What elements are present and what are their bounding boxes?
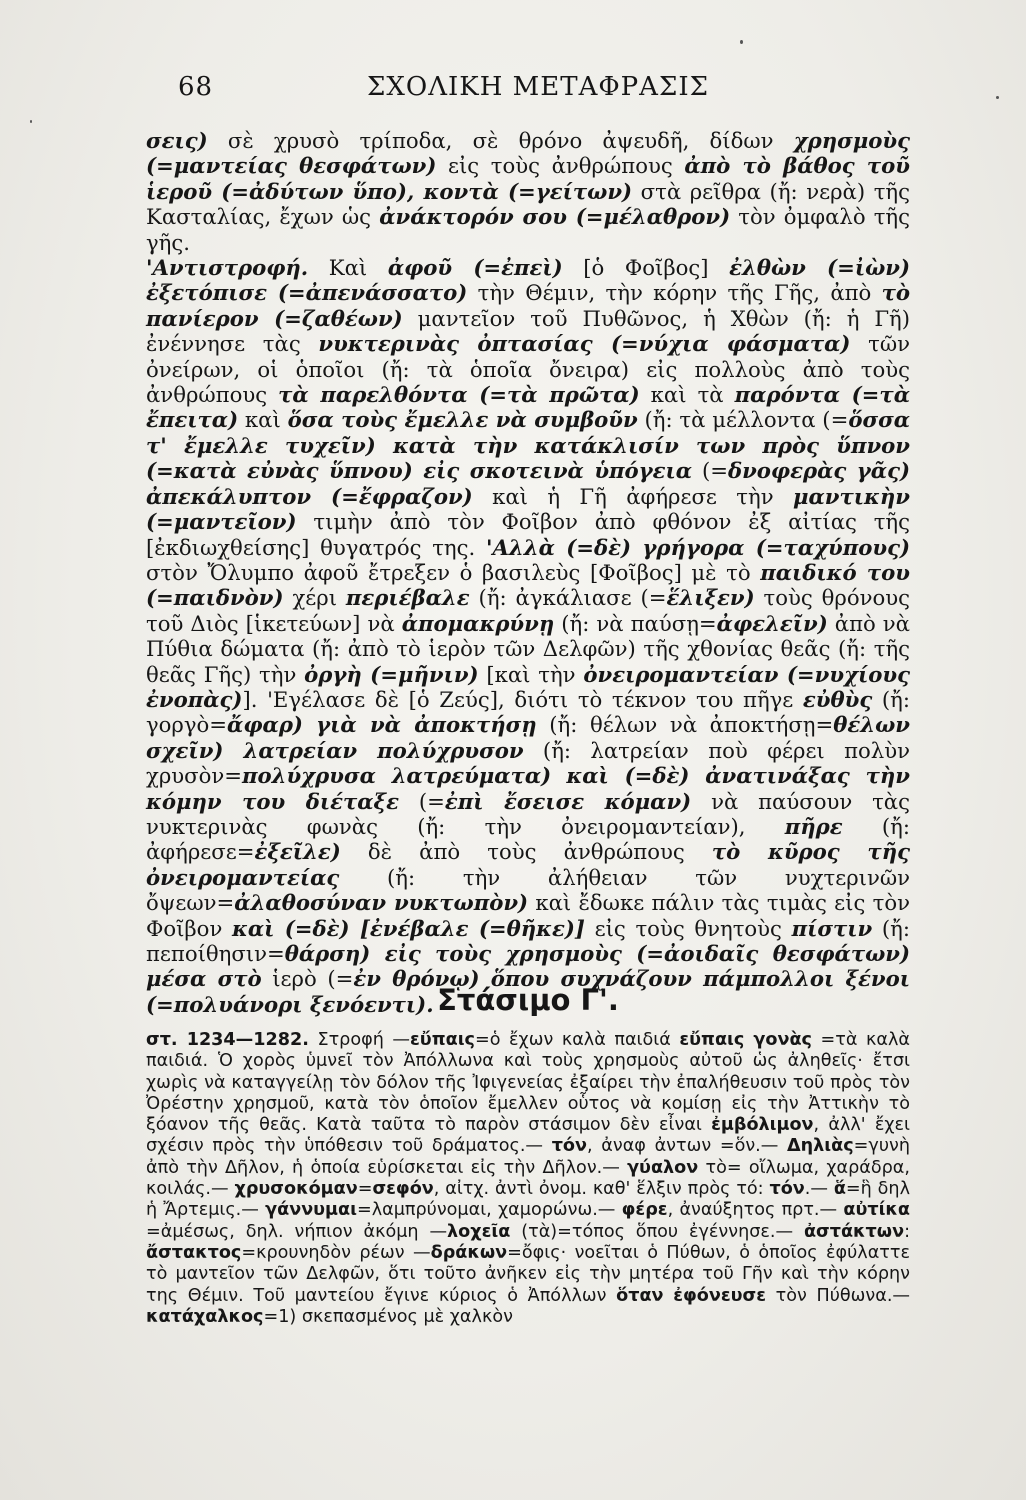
text-run: =ἣ δηλ ἡ Ἄρτεμις.— xyxy=(146,1179,910,1221)
text-run: (ἤ: ἀγκάλιασε (= xyxy=(469,585,667,611)
text-run: [καὶ τὴν xyxy=(478,661,584,687)
bold-gloss: καὶ (=δὲ) [ἐνέβαλε (=θῆκε)] xyxy=(232,915,585,941)
text-run: =κρουνηδὸν ρέων — xyxy=(241,1242,431,1263)
bold-gloss: ἐπὶ ἔσεισε κόμαν) xyxy=(444,788,692,814)
bold-gloss: δράκων xyxy=(430,1242,508,1263)
bold-gloss: πίστιν xyxy=(791,915,873,941)
bold-gloss: θάρση) εἰς τοὺς χρησμοὺς (=ἀοιδαῖς θεσφάτων) μέσα στὸ xyxy=(146,941,910,992)
text-run: (ἤ: τὰ μέλλοντα (= xyxy=(637,407,849,433)
bold-gloss: φέρε xyxy=(621,1200,668,1221)
text-run: τὸν Πύθωνα.— xyxy=(765,1285,911,1306)
text-run: χέρι xyxy=(283,585,346,611)
bold-gloss: μαντικὴν (=μαντεῖον) xyxy=(146,483,910,535)
bold-gloss: κατάχαλκος xyxy=(146,1306,264,1327)
text-run: τιμὴν ἀπὸ τὸν Φοῖβον ἀπὸ φθόνον ἐξ αἰτίας τῆς [ἐκδιωχθείσης] θυγατρός της. xyxy=(146,509,910,560)
bold-gloss: τὰ παρελθόντα (=τὰ πρῶτα) xyxy=(278,382,640,408)
bold-gloss: ἕλιξεν) xyxy=(666,585,755,611)
text-run: νὰ παύσουν τὰς νυκτερινὰς φωνὰς (ἤ: τὴν ὀνειρομαντείαν), xyxy=(146,788,910,839)
text-run: , ἀλλ' ἔχει σχέσιν πρὸς τὴν ὑπόθεσιν τοῦ δράματος.— xyxy=(146,1115,910,1157)
bold-gloss: 'Αντιστροφή. xyxy=(146,255,309,281)
bold-gloss: εὐθὺς xyxy=(802,686,873,712)
text-run: ἱερὸ (= xyxy=(261,966,354,992)
text-run: =τὰ καλὰ παιδιά. Ὁ χορὸς ὑμνεῖ τὸν Ἀπόλλωνα καὶ τοὺς χρησμοὺς αὐτοῦ ὡς ἀληθεῖς· ἔτσι χωρὶς νὰ καταγγείλῃ τὸν δόλον τῆς Ἰφιγενείας ἐξαίρει τὴν ἐπαλήθευσιν τοῦ πρὸς τὸν Ὀρέστην χρησμοῦ, κατὰ τὸν ὁποῖον ἔμελλεν οὗτος νὰ κομίσῃ εἰς τὴν Ἀττικὴν τὸ ξόανον τῆς θεᾶς. Κατὰ ταῦτα τὸ παρὸν στάσιμον δὲν εἶναι xyxy=(146,1030,910,1136)
bold-gloss: ὅταν xyxy=(616,1285,664,1306)
text-run: στὸν Ὄλυμπο ἀφοῦ ἔτρεξεν ὁ βασιλεὺς [Φοῖβος] μὲ τὸ xyxy=(146,559,761,585)
text-run: ]. 'Εγέλασε δὲ [ὁ Ζεύς], διότι τὸ τέκνον του πῆγε xyxy=(242,686,803,712)
text-run: (ἤ: γοργὸ= xyxy=(146,686,910,738)
bold-gloss: σεις) xyxy=(146,128,208,153)
text-run: δὲ ἀπὸ τοὺς ἀνθρώπους xyxy=(340,839,712,865)
bold-gloss: δνοφερὰς γᾶς) ἀπεκάλυπτον (=ἔφραζον) xyxy=(146,458,910,509)
bold-gloss: ἐν θρόνῳ) ὅπου συχνάζουν πάμπολλοι ξένοι (=πολυάνορι ξενόεντι). xyxy=(146,966,911,1017)
bold-gloss: αὐτίκα xyxy=(843,1200,911,1221)
text-run: καὶ τὰ xyxy=(639,382,735,408)
text-run: καὶ ἔδωκε πάλιν τὰς τιμὰς εἰς τὸν Φοῖβον xyxy=(146,890,910,941)
text-run: , ἀναύξητος πρτ.— xyxy=(667,1200,844,1221)
text-run: τὴν Θέμιν, τὴν κόρην τῆς Γῆς, ἀπὸ xyxy=(467,280,882,306)
bold-gloss: ὅσσα τ' ἔμελλε τυχεῖν) κατὰ τὴν κατάκλισίν των πρὸς ὕπνον (=κατὰ εὐνὰς ὕπνου) εἰς σκοτεινὰ ὑπόγεια xyxy=(146,407,911,484)
bold-gloss: νυκτερινὰς ὀπτασίας (=νύχια φάσματα) xyxy=(318,331,851,357)
bold-gloss: ἐλθὼν (=ἰὼν) ἐξετόπισε (=ἀπενάσσατο) xyxy=(146,255,910,306)
bold-gloss: ὅσα τοὺς ἔμελλε νὰ συμβοῦν xyxy=(287,407,638,433)
bold-gloss: 'Αλλὰ (=δὲ) γρήγορα (=ταχύπους) xyxy=(485,534,911,560)
text-run: [ὁ Φοῖβος] xyxy=(562,255,730,281)
bold-gloss: ἐμβόλιμον xyxy=(711,1115,814,1136)
text-run: εἰς τοὺς ἀνθρώπους xyxy=(436,153,685,179)
text-run: μαντεῖον τοῦ Πυθῶνος, ἡ Χθὼν (ἤ: ἡ Γῆ) ἐνέννησε τὰς xyxy=(146,305,910,357)
section-heading: Στάσιμο Γ'. xyxy=(437,983,619,1017)
text-run: τοὺς θρόνους τοῦ Διὸς [ἱκετεύων] νὰ xyxy=(146,585,910,636)
running-title: ΣΧΟΛΙΚΗ ΜΕΤΑΦΡΑΣΙΣ xyxy=(367,72,709,102)
text-run: (ἤ: θέλων νὰ ἀποκτήσῃ= xyxy=(536,712,834,738)
bold-gloss: σεφόν xyxy=(372,1179,434,1200)
bold-gloss: ἀστάκτων xyxy=(803,1221,905,1242)
text-run: εἰς τοὺς θνητοὺς xyxy=(584,915,792,941)
text-run: .— xyxy=(804,1179,834,1200)
bold-gloss: στ. 1234—1282. xyxy=(146,1030,309,1050)
bold-gloss: τὸ κῦρος τῆς ὀνειρομαντείας xyxy=(146,839,910,890)
bold-gloss: θέλων σχεῖν) λατρείαν πολύχρυσον xyxy=(146,712,910,763)
text-run: Καὶ xyxy=(308,255,388,281)
text-run: =ὁ ἔχων καλὰ παιδιά xyxy=(474,1030,680,1050)
text-run: , αἰτχ. ἀντὶ ὀνομ. καθ' ἕλξιν πρὸς τό: xyxy=(433,1179,770,1200)
text-run: σὲ χρυσὸ τρίποδα, σὲ θρόνο ἀψευδῆ, δίδων xyxy=(207,128,794,153)
page-number: 68 xyxy=(178,72,214,102)
commentary-paragraph xyxy=(146,255,910,1017)
bold-gloss: ὀνειρομαντείαν (=νυχίους ἐνοπὰς) xyxy=(146,661,910,712)
footnotes xyxy=(146,1030,910,1328)
page-header xyxy=(178,72,898,112)
bold-gloss: εὔπαις xyxy=(410,1030,475,1050)
bold-gloss: πολύχρυσα λατρεύματα) xyxy=(242,763,552,789)
ink-speck xyxy=(30,120,32,123)
bold-gloss: τόν xyxy=(551,1136,587,1157)
bold-gloss: πῆρε xyxy=(784,813,843,839)
bold-gloss: ἀλαθοσύναν νυκτωπὸν) xyxy=(234,890,529,916)
bold-gloss: ἄστακτος xyxy=(146,1242,242,1263)
text-run: (ἤ: τὴν ἀλήθειαν τῶν νυχτερινῶν ὄψεων= xyxy=(146,864,910,916)
bold-gloss: εὔπαις γονὰς xyxy=(679,1030,812,1050)
text-run: (ἤ: ἀφήρεσε= xyxy=(146,813,910,865)
text-run: Στροφή — xyxy=(308,1030,411,1050)
text-run: , ἀναφ ἀντων =ὅν.— xyxy=(587,1136,788,1157)
text-run: (ἤ: νὰ παύσῃ= xyxy=(554,610,717,636)
text-run: =λαμπρύνομαι, χαμορώνω.— xyxy=(356,1200,622,1221)
bold-gloss: γάννυμαι xyxy=(265,1200,357,1221)
bold-gloss: Δηλιὰς xyxy=(787,1136,854,1157)
bold-gloss: παιδικό του (=παιδνὸν) xyxy=(146,559,910,611)
bold-gloss: ἀφοῦ (=ἐπεὶ) xyxy=(387,255,563,281)
text-run: τὸ= οἴλωμα, χαράδρα, κοιλάς.— xyxy=(146,1157,910,1200)
bold-gloss: ἀφελεῖν) xyxy=(716,610,828,636)
bold-gloss: ἀπομακρύνῃ xyxy=(401,610,555,636)
text-run: : xyxy=(904,1221,910,1242)
bold-gloss: χρησμοὺς (=μαντείας θεσφάτων) xyxy=(146,128,910,179)
text-run: καὶ xyxy=(238,407,288,433)
text-run: (= xyxy=(692,458,728,484)
bold-gloss: ἀπὸ τὸ βάθος τοῦ ἱεροῦ (=ἀδύτων ὕπο), κοντὰ (=γείτων) xyxy=(146,153,911,204)
text-run: = xyxy=(357,1179,373,1200)
text-run: τῶν ὀνείρων, οἱ ὁποῖοι (ἤ: τὰ ὁποῖα ὄνειρα) εἰς πολλοὺς ἀπὸ τοὺς ἀνθρώπους xyxy=(146,331,910,408)
text-run: ἀπὸ νὰ Πύθια δώματα (ἤ: ἀπὸ τὸ ἱερὸν τῶν Δελφῶν) τῆς χθονίας θεᾶς (ἤ: τῆς θεᾶς Γῆς) τὴν xyxy=(146,610,910,687)
text-run: τὸν ὀμφαλὸ τῆς γῆς. xyxy=(146,204,910,255)
text-run: (= xyxy=(398,788,445,814)
bold-gloss: λοχεῖα xyxy=(447,1221,511,1242)
ink-speck xyxy=(740,40,743,44)
bold-gloss: ἀνάκτορόν σου (=μέλαθρον) xyxy=(379,204,731,230)
bold-gloss: ἐφόνευσε xyxy=(673,1285,766,1306)
bold-gloss: γύαλον xyxy=(627,1157,699,1178)
commentary-paragraph xyxy=(146,128,910,255)
notes-paragraph xyxy=(146,1030,910,1328)
bold-gloss: χρυσοκόμαν xyxy=(234,1179,358,1200)
text-run: (ἤ: λατρείαν ποὺ φέρει πολὺν χρυσὸν= xyxy=(146,737,910,789)
bold-gloss: τόν xyxy=(769,1179,805,1200)
ink-speck xyxy=(996,96,999,99)
text-run: =ὄφις· νοεῖται ὁ Πύθων, ὁ ὁποῖος ἐφύλαττε τὸ μαντεῖον τῶν Δελφῶν, ὅτι τοῦτο ἀνῆκεν εἰς τὴν μητέρα τοῦ Γῆν καὶ τὴν κόρην της Θέμιν. Τοῦ μαντείου ἔγινε κύριος ὁ Ἀπόλλων xyxy=(146,1242,910,1306)
bold-gloss: καὶ (=δὲ) ἀνατινάξας τὴν κόμην του διέταξε xyxy=(146,763,910,814)
bold-gloss: τὸ πανίερον (=ζαθέων) xyxy=(146,280,910,331)
text-run: καὶ ἡ Γῆ ἀφήρεσε τὴν xyxy=(472,483,793,509)
bold-gloss: περιέβαλε xyxy=(345,585,470,611)
text-run: =1) σκεπασμένος μὲ χαλκὸν xyxy=(263,1306,513,1327)
text-run: =γυνὴ ἀπὸ τὴν Δῆλον, ἡ ὁποία εὑρίσκεται εἰς τὴν Δῆλον.— xyxy=(146,1136,910,1178)
bold-gloss: ἐξεῖλε) xyxy=(254,839,341,865)
text-run xyxy=(551,763,566,788)
text-run: =ἀμέσως, δηλ. νήπιον ἀκόμη — xyxy=(146,1221,448,1242)
bold-gloss: ἄφαρ) γιὰ νὰ ἀποκτήσῃ xyxy=(227,712,537,738)
bold-gloss: ἅ xyxy=(833,1179,846,1200)
text-run: (ἤ: πεποίθησιν= xyxy=(146,915,910,966)
text-run: (τὰ)=τόπος ὅπου ἐγέννησε.— xyxy=(510,1221,804,1242)
bold-gloss: παρόντα (=τὰ ἔπειτα) xyxy=(146,382,910,433)
text-run xyxy=(664,1286,674,1306)
bold-gloss: ὀργὴ (=μῆνιν) xyxy=(304,661,479,687)
translation-commentary xyxy=(146,128,910,1017)
text-run: στὰ ρεῖθρα (ἤ: νερὰ) τῆς Κασταλίας, ἔχων ὡς xyxy=(146,178,910,230)
